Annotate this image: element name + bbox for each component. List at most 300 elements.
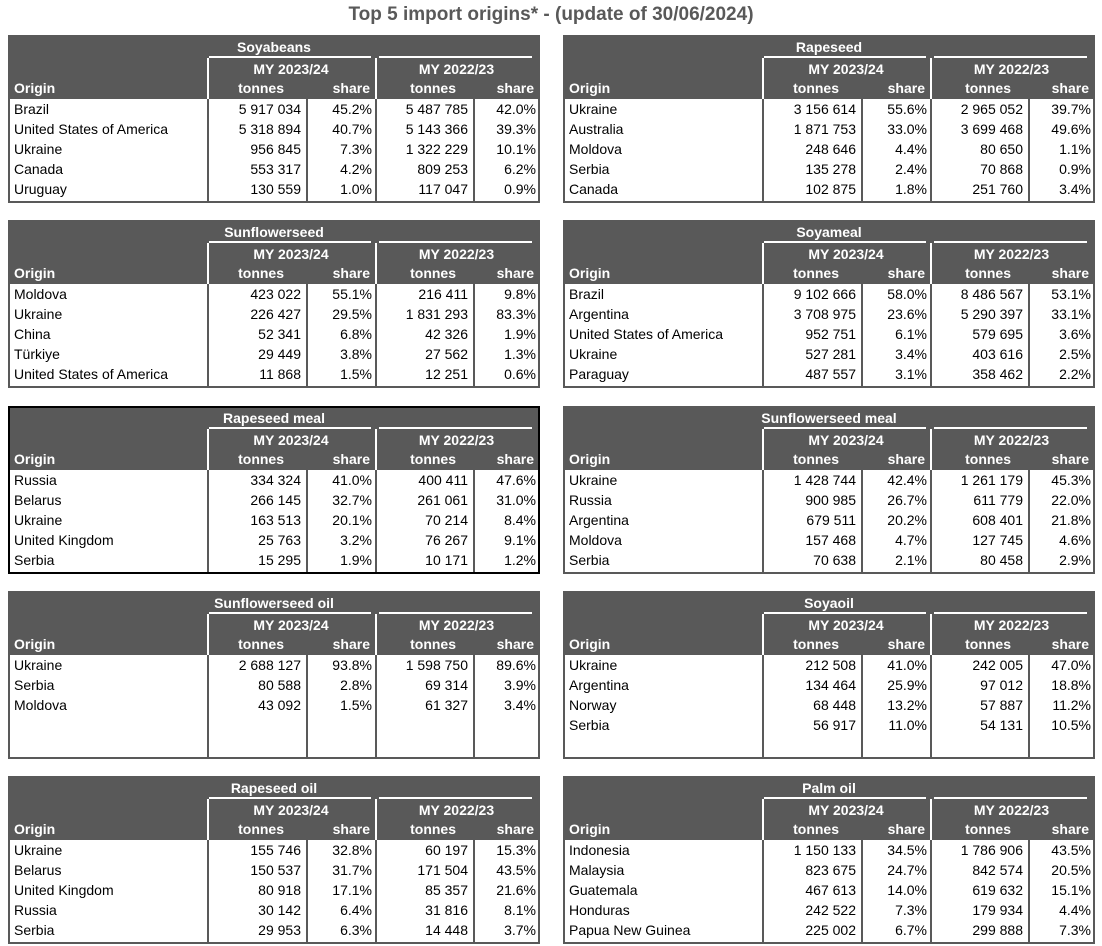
value-cell: 9.8% — [504, 286, 536, 302]
table-row — [10, 900, 538, 920]
origin-cell: Canada — [14, 161, 64, 177]
value-cell: 3 156 614 — [793, 101, 856, 117]
share-header: share — [496, 265, 534, 281]
value-cell: 261 061 — [417, 492, 468, 508]
table-header — [10, 37, 538, 99]
value-cell: 11.0% — [888, 717, 927, 733]
value-cell: 30 142 — [258, 902, 301, 918]
origin-header: Origin — [14, 265, 56, 281]
value-cell: 155 746 — [250, 842, 301, 858]
value-cell: 242 005 — [972, 657, 1023, 673]
table-row — [565, 159, 1093, 179]
value-cell: 25 763 — [258, 532, 301, 548]
value-cell: 97 012 — [980, 677, 1023, 693]
origin-cell: Ukraine — [14, 512, 63, 528]
table-row — [565, 179, 1093, 199]
table-row — [10, 840, 538, 860]
share-header: share — [1051, 636, 1089, 652]
table-row — [565, 840, 1093, 860]
origin-cell: Argentina — [569, 512, 629, 528]
product-name: Rapeseed oil — [230, 780, 318, 796]
origin-cell: China — [14, 326, 51, 342]
value-cell: 3.4% — [504, 697, 536, 713]
header-rule — [209, 797, 371, 799]
value-cell: 13.2% — [887, 697, 927, 713]
value-cell: 130 559 — [250, 181, 301, 197]
table-row — [10, 860, 538, 880]
share-header: share — [887, 80, 925, 96]
value-cell: 4.4% — [1059, 902, 1091, 918]
tonnes-header: tonnes — [965, 636, 1011, 652]
origin-cell: United Kingdom — [14, 532, 114, 548]
origin-cell: Brazil — [569, 286, 605, 302]
tonnes-header: tonnes — [238, 636, 284, 652]
value-cell: 54 131 — [980, 717, 1023, 733]
value-cell: 952 751 — [805, 326, 856, 342]
value-cell: 49.6% — [1051, 121, 1091, 137]
product-table[interactable] — [8, 35, 540, 203]
tonnes-header: tonnes — [965, 451, 1011, 467]
origin-cell: Argentina — [569, 306, 629, 322]
value-cell: 1.1% — [1059, 141, 1091, 157]
value-cell: 4.2% — [340, 161, 372, 177]
value-cell: 42.4% — [887, 472, 927, 488]
value-cell: 179 934 — [972, 902, 1023, 918]
table-header — [10, 778, 538, 840]
share-header: share — [887, 265, 925, 281]
value-cell: 6.7% — [895, 922, 927, 938]
product-name: Sunflowerseed — [224, 224, 324, 240]
header-rule — [379, 56, 532, 58]
table-row — [565, 490, 1093, 510]
header-rule — [209, 56, 371, 58]
header-rule — [934, 797, 1087, 799]
period-label: MY 2023/24 — [808, 432, 884, 448]
period-label: MY 2022/23 — [973, 61, 1050, 77]
value-cell: 53.1% — [1051, 286, 1091, 302]
header-rule — [934, 427, 1087, 429]
origin-header: Origin — [569, 636, 611, 652]
origin-cell: Honduras — [569, 902, 630, 918]
tonnes-header: tonnes — [793, 451, 839, 467]
value-cell: 2 965 052 — [960, 101, 1023, 117]
value-cell: 842 574 — [972, 862, 1023, 878]
table-row — [10, 304, 538, 324]
header-rule — [379, 427, 532, 429]
table-row — [10, 99, 538, 119]
table-row — [10, 119, 538, 139]
table-row — [565, 550, 1093, 570]
value-cell: 2.8% — [340, 677, 372, 693]
value-cell: 2.4% — [895, 161, 927, 177]
period-label: MY 2023/24 — [808, 61, 884, 77]
value-cell: 34.5% — [887, 842, 927, 858]
value-cell: 10 171 — [425, 552, 468, 568]
share-header: share — [496, 821, 534, 837]
table-row — [10, 550, 538, 570]
value-cell: 15.3% — [496, 842, 536, 858]
origin-cell: Serbia — [14, 922, 55, 938]
origin-cell: United Kingdom — [14, 882, 114, 898]
value-cell: 32.8% — [332, 842, 372, 858]
value-cell: 5 143 366 — [405, 121, 468, 137]
table-header — [10, 593, 538, 655]
value-cell: 31 816 — [425, 902, 468, 918]
origin-header: Origin — [14, 451, 56, 467]
origin-cell: Ukraine — [14, 306, 63, 322]
value-cell: 527 281 — [805, 346, 856, 362]
value-cell: 80 458 — [980, 552, 1023, 568]
table-row — [565, 675, 1093, 695]
origin-cell: Ukraine — [569, 657, 618, 673]
value-cell: 5 917 034 — [238, 101, 301, 117]
value-cell: 20.5% — [1051, 862, 1091, 878]
period-label: MY 2022/23 — [418, 617, 495, 633]
value-cell: 15 295 — [258, 552, 301, 568]
value-cell: 22.0% — [1051, 492, 1091, 508]
value-cell: 93.8% — [332, 657, 372, 673]
value-cell: 3.9% — [504, 677, 536, 693]
value-cell: 25.9% — [887, 677, 927, 693]
header-rule — [209, 241, 371, 243]
value-cell: 1 261 179 — [960, 472, 1023, 488]
product-table[interactable] — [563, 591, 1095, 759]
value-cell: 4.6% — [1059, 532, 1091, 548]
table-row — [565, 530, 1093, 550]
value-cell: 31.0% — [496, 492, 536, 508]
table-row — [10, 675, 538, 695]
table-row — [565, 304, 1093, 324]
table-row — [565, 99, 1093, 119]
product-table[interactable] — [563, 776, 1095, 944]
value-cell: 42 326 — [425, 326, 468, 342]
value-cell: 163 513 — [250, 512, 301, 528]
value-cell: 2.2% — [1059, 366, 1091, 382]
value-cell: 611 779 — [973, 492, 1023, 508]
product-name: Soyabeans — [237, 39, 311, 55]
table-row — [10, 490, 538, 510]
tonnes-header: tonnes — [793, 821, 839, 837]
value-cell: 150 537 — [250, 862, 301, 878]
origin-cell: Serbia — [569, 552, 610, 568]
table-row — [565, 920, 1093, 940]
period-label: MY 2023/24 — [253, 617, 329, 633]
period-label: MY 2022/23 — [973, 432, 1050, 448]
value-cell: 3.2% — [340, 532, 372, 548]
value-cell: 70 868 — [980, 161, 1023, 177]
value-cell: 171 504 — [417, 862, 468, 878]
share-header: share — [887, 821, 925, 837]
value-cell: 8.1% — [504, 902, 536, 918]
header-rule — [764, 56, 926, 58]
table-row — [10, 880, 538, 900]
origin-cell: Papua New Guinea — [569, 922, 691, 938]
origin-cell: Paraguay — [569, 366, 629, 382]
value-cell: 1.3% — [504, 346, 536, 362]
value-cell: 4.4% — [895, 141, 927, 157]
share-header: share — [332, 451, 370, 467]
value-cell: 553 317 — [250, 161, 301, 177]
tonnes-header: tonnes — [965, 265, 1011, 281]
value-cell: 11.2% — [1052, 697, 1091, 713]
origin-header: Origin — [569, 265, 611, 281]
value-cell: 7.3% — [895, 902, 927, 918]
origin-cell: Argentina — [569, 677, 629, 693]
value-cell: 89.6% — [496, 657, 536, 673]
value-cell: 1.8% — [895, 181, 927, 197]
value-cell: 1.5% — [340, 697, 372, 713]
product-name: Soyameal — [796, 224, 862, 240]
origin-header: Origin — [14, 821, 56, 837]
tonnes-header: tonnes — [410, 636, 456, 652]
value-cell: 608 401 — [972, 512, 1023, 528]
period-label: MY 2023/24 — [253, 432, 329, 448]
period-label: MY 2022/23 — [973, 617, 1050, 633]
value-cell: 24.7% — [887, 862, 927, 878]
share-header: share — [887, 451, 925, 467]
origin-cell: Guatemala — [569, 882, 638, 898]
value-cell: 45.3% — [1051, 472, 1091, 488]
value-cell: 9.1% — [504, 532, 536, 548]
origin-cell: Serbia — [569, 717, 610, 733]
origin-cell: Ukraine — [14, 657, 63, 673]
value-cell: 1.9% — [340, 552, 372, 568]
value-cell: 7.3% — [340, 141, 372, 157]
value-cell: 5 318 894 — [238, 121, 301, 137]
origin-cell: Canada — [569, 181, 619, 197]
table-header — [10, 408, 538, 470]
value-cell: 21.6% — [496, 882, 536, 898]
value-cell: 33.1% — [1051, 306, 1091, 322]
period-label: MY 2022/23 — [418, 246, 495, 262]
value-cell: 212 508 — [805, 657, 856, 673]
table-row — [10, 920, 538, 940]
value-cell: 40.7% — [332, 121, 372, 137]
header-rule — [764, 241, 926, 243]
origin-header: Origin — [569, 821, 611, 837]
origin-cell: Australia — [569, 121, 624, 137]
table-row — [565, 119, 1093, 139]
value-cell: 17.1% — [332, 882, 372, 898]
value-cell: 423 022 — [250, 286, 301, 302]
value-cell: 1 598 750 — [405, 657, 468, 673]
period-label: MY 2023/24 — [253, 802, 329, 818]
value-cell: 2.5% — [1059, 346, 1091, 362]
share-header: share — [496, 451, 534, 467]
value-cell: 55.6% — [887, 101, 927, 117]
value-cell: 2 688 127 — [238, 657, 301, 673]
table-row — [10, 510, 538, 530]
tonnes-header: tonnes — [793, 80, 839, 96]
value-cell: 14.0% — [887, 882, 927, 898]
period-label: MY 2023/24 — [808, 246, 884, 262]
table-row — [565, 284, 1093, 304]
table-header — [565, 37, 1093, 99]
period-label: MY 2023/24 — [253, 246, 329, 262]
value-cell: 3 699 468 — [960, 121, 1023, 137]
table-row — [10, 159, 538, 179]
value-cell: 32.7% — [332, 492, 372, 508]
table-row — [10, 139, 538, 159]
value-cell: 0.9% — [1059, 161, 1091, 177]
value-cell: 823 675 — [805, 862, 856, 878]
share-header: share — [332, 821, 370, 837]
value-cell: 1 786 906 — [960, 842, 1023, 858]
value-cell: 80 588 — [258, 677, 301, 693]
product-name: Palm oil — [802, 780, 856, 796]
origin-cell: Moldova — [14, 697, 67, 713]
value-cell: 47.6% — [496, 472, 536, 488]
origin-cell: Moldova — [569, 532, 622, 548]
value-cell: 299 888 — [972, 922, 1023, 938]
value-cell: 31.7% — [332, 862, 372, 878]
value-cell: 1.9% — [504, 326, 536, 342]
share-header: share — [887, 636, 925, 652]
value-cell: 1 150 133 — [793, 842, 856, 858]
tonnes-header: tonnes — [410, 265, 456, 281]
period-label: MY 2022/23 — [418, 432, 495, 448]
origin-cell: United States of America — [14, 121, 169, 137]
value-cell: 55.1% — [332, 286, 372, 302]
value-cell: 47.0% — [1051, 657, 1091, 673]
product-table[interactable] — [8, 220, 540, 388]
value-cell: 226 427 — [250, 306, 301, 322]
value-cell: 2.1% — [895, 552, 927, 568]
origin-cell: Ukraine — [14, 842, 63, 858]
value-cell: 29 953 — [258, 922, 301, 938]
product-table[interactable] — [8, 591, 540, 759]
origin-cell: Ukraine — [569, 101, 618, 117]
period-label: MY 2023/24 — [808, 802, 884, 818]
origin-cell: Belarus — [14, 492, 62, 508]
product-name: Soyaoil — [804, 595, 854, 611]
value-cell: 266 145 — [250, 492, 301, 508]
table-row — [10, 530, 538, 550]
product-name: Sunflowerseed oil — [214, 595, 334, 611]
table-row — [565, 470, 1093, 490]
table-row — [10, 324, 538, 344]
product-name: Sunflowerseed meal — [761, 410, 897, 426]
table-header — [565, 593, 1093, 655]
value-cell: 45.2% — [332, 101, 372, 117]
origin-cell: United States of America — [569, 326, 724, 342]
value-cell: 33.0% — [887, 121, 927, 137]
value-cell: 23.6% — [887, 306, 927, 322]
value-cell: 102 875 — [805, 181, 856, 197]
share-header: share — [332, 265, 370, 281]
value-cell: 1.0% — [340, 181, 372, 197]
table-row — [10, 364, 538, 384]
product-table[interactable] — [8, 776, 540, 944]
value-cell: 70 214 — [425, 512, 468, 528]
origin-header: Origin — [569, 80, 611, 96]
period-label: MY 2022/23 — [418, 61, 495, 77]
origin-cell: Russia — [569, 492, 612, 508]
share-header: share — [1051, 821, 1089, 837]
value-cell: 58.0% — [887, 286, 927, 302]
value-cell: 579 695 — [972, 326, 1023, 342]
table-header — [565, 222, 1093, 284]
tonnes-header: tonnes — [965, 821, 1011, 837]
value-cell: 4.7% — [895, 532, 927, 548]
origin-header: Origin — [14, 636, 56, 652]
value-cell: 3.4% — [1059, 181, 1091, 197]
header-rule — [934, 612, 1087, 614]
value-cell: 127 745 — [972, 532, 1023, 548]
value-cell: 358 462 — [972, 366, 1023, 382]
value-cell: 57 887 — [980, 697, 1023, 713]
table-row — [565, 900, 1093, 920]
value-cell: 3.4% — [895, 346, 927, 362]
origin-header: Origin — [569, 451, 611, 467]
table-row — [10, 470, 538, 490]
table-row — [565, 695, 1093, 715]
value-cell: 12 251 — [425, 366, 468, 382]
value-cell: 69 314 — [425, 677, 468, 693]
value-cell: 403 616 — [972, 346, 1023, 362]
table-row — [10, 284, 538, 304]
header-rule — [379, 797, 532, 799]
table-row — [565, 344, 1093, 364]
value-cell: 42.0% — [496, 101, 536, 117]
header-rule — [209, 612, 371, 614]
value-cell: 251 760 — [972, 181, 1023, 197]
header-rule — [209, 427, 371, 429]
value-cell: 6.8% — [340, 326, 372, 342]
tonnes-header: tonnes — [238, 451, 284, 467]
tonnes-header: tonnes — [238, 80, 284, 96]
origin-cell: Uruguay — [14, 181, 67, 197]
value-cell: 1 871 753 — [793, 121, 856, 137]
product-table[interactable] — [563, 35, 1095, 203]
tonnes-header: tonnes — [238, 821, 284, 837]
share-header: share — [332, 80, 370, 96]
value-cell: 1 428 744 — [793, 472, 856, 488]
value-cell: 334 324 — [250, 472, 301, 488]
tonnes-header: tonnes — [238, 265, 284, 281]
table-row — [565, 324, 1093, 344]
value-cell: 26.7% — [887, 492, 927, 508]
value-cell: 248 646 — [805, 141, 856, 157]
table-row — [10, 655, 538, 675]
table-row — [565, 715, 1093, 735]
value-cell: 29.5% — [332, 306, 372, 322]
value-cell: 2.9% — [1059, 552, 1091, 568]
table-row — [565, 880, 1093, 900]
value-cell: 85 357 — [425, 882, 468, 898]
header-rule — [764, 427, 926, 429]
table-header — [565, 408, 1093, 470]
product-table[interactable] — [8, 406, 540, 574]
period-label: MY 2022/23 — [973, 246, 1050, 262]
value-cell: 0.9% — [504, 181, 536, 197]
product-table[interactable] — [563, 220, 1095, 388]
origin-cell: Türkiye — [14, 346, 60, 362]
header-rule — [934, 56, 1087, 58]
product-table[interactable] — [563, 406, 1095, 574]
value-cell: 3.7% — [504, 922, 536, 938]
value-cell: 15.1% — [1051, 882, 1091, 898]
origin-cell: Ukraine — [14, 141, 63, 157]
value-cell: 809 253 — [417, 161, 468, 177]
value-cell: 9 102 666 — [793, 286, 856, 302]
share-header: share — [1051, 265, 1089, 281]
value-cell: 68 448 — [813, 697, 856, 713]
value-cell: 41.0% — [887, 657, 927, 673]
share-header: share — [1051, 80, 1089, 96]
value-cell: 3.1% — [895, 366, 927, 382]
table-row — [10, 179, 538, 199]
